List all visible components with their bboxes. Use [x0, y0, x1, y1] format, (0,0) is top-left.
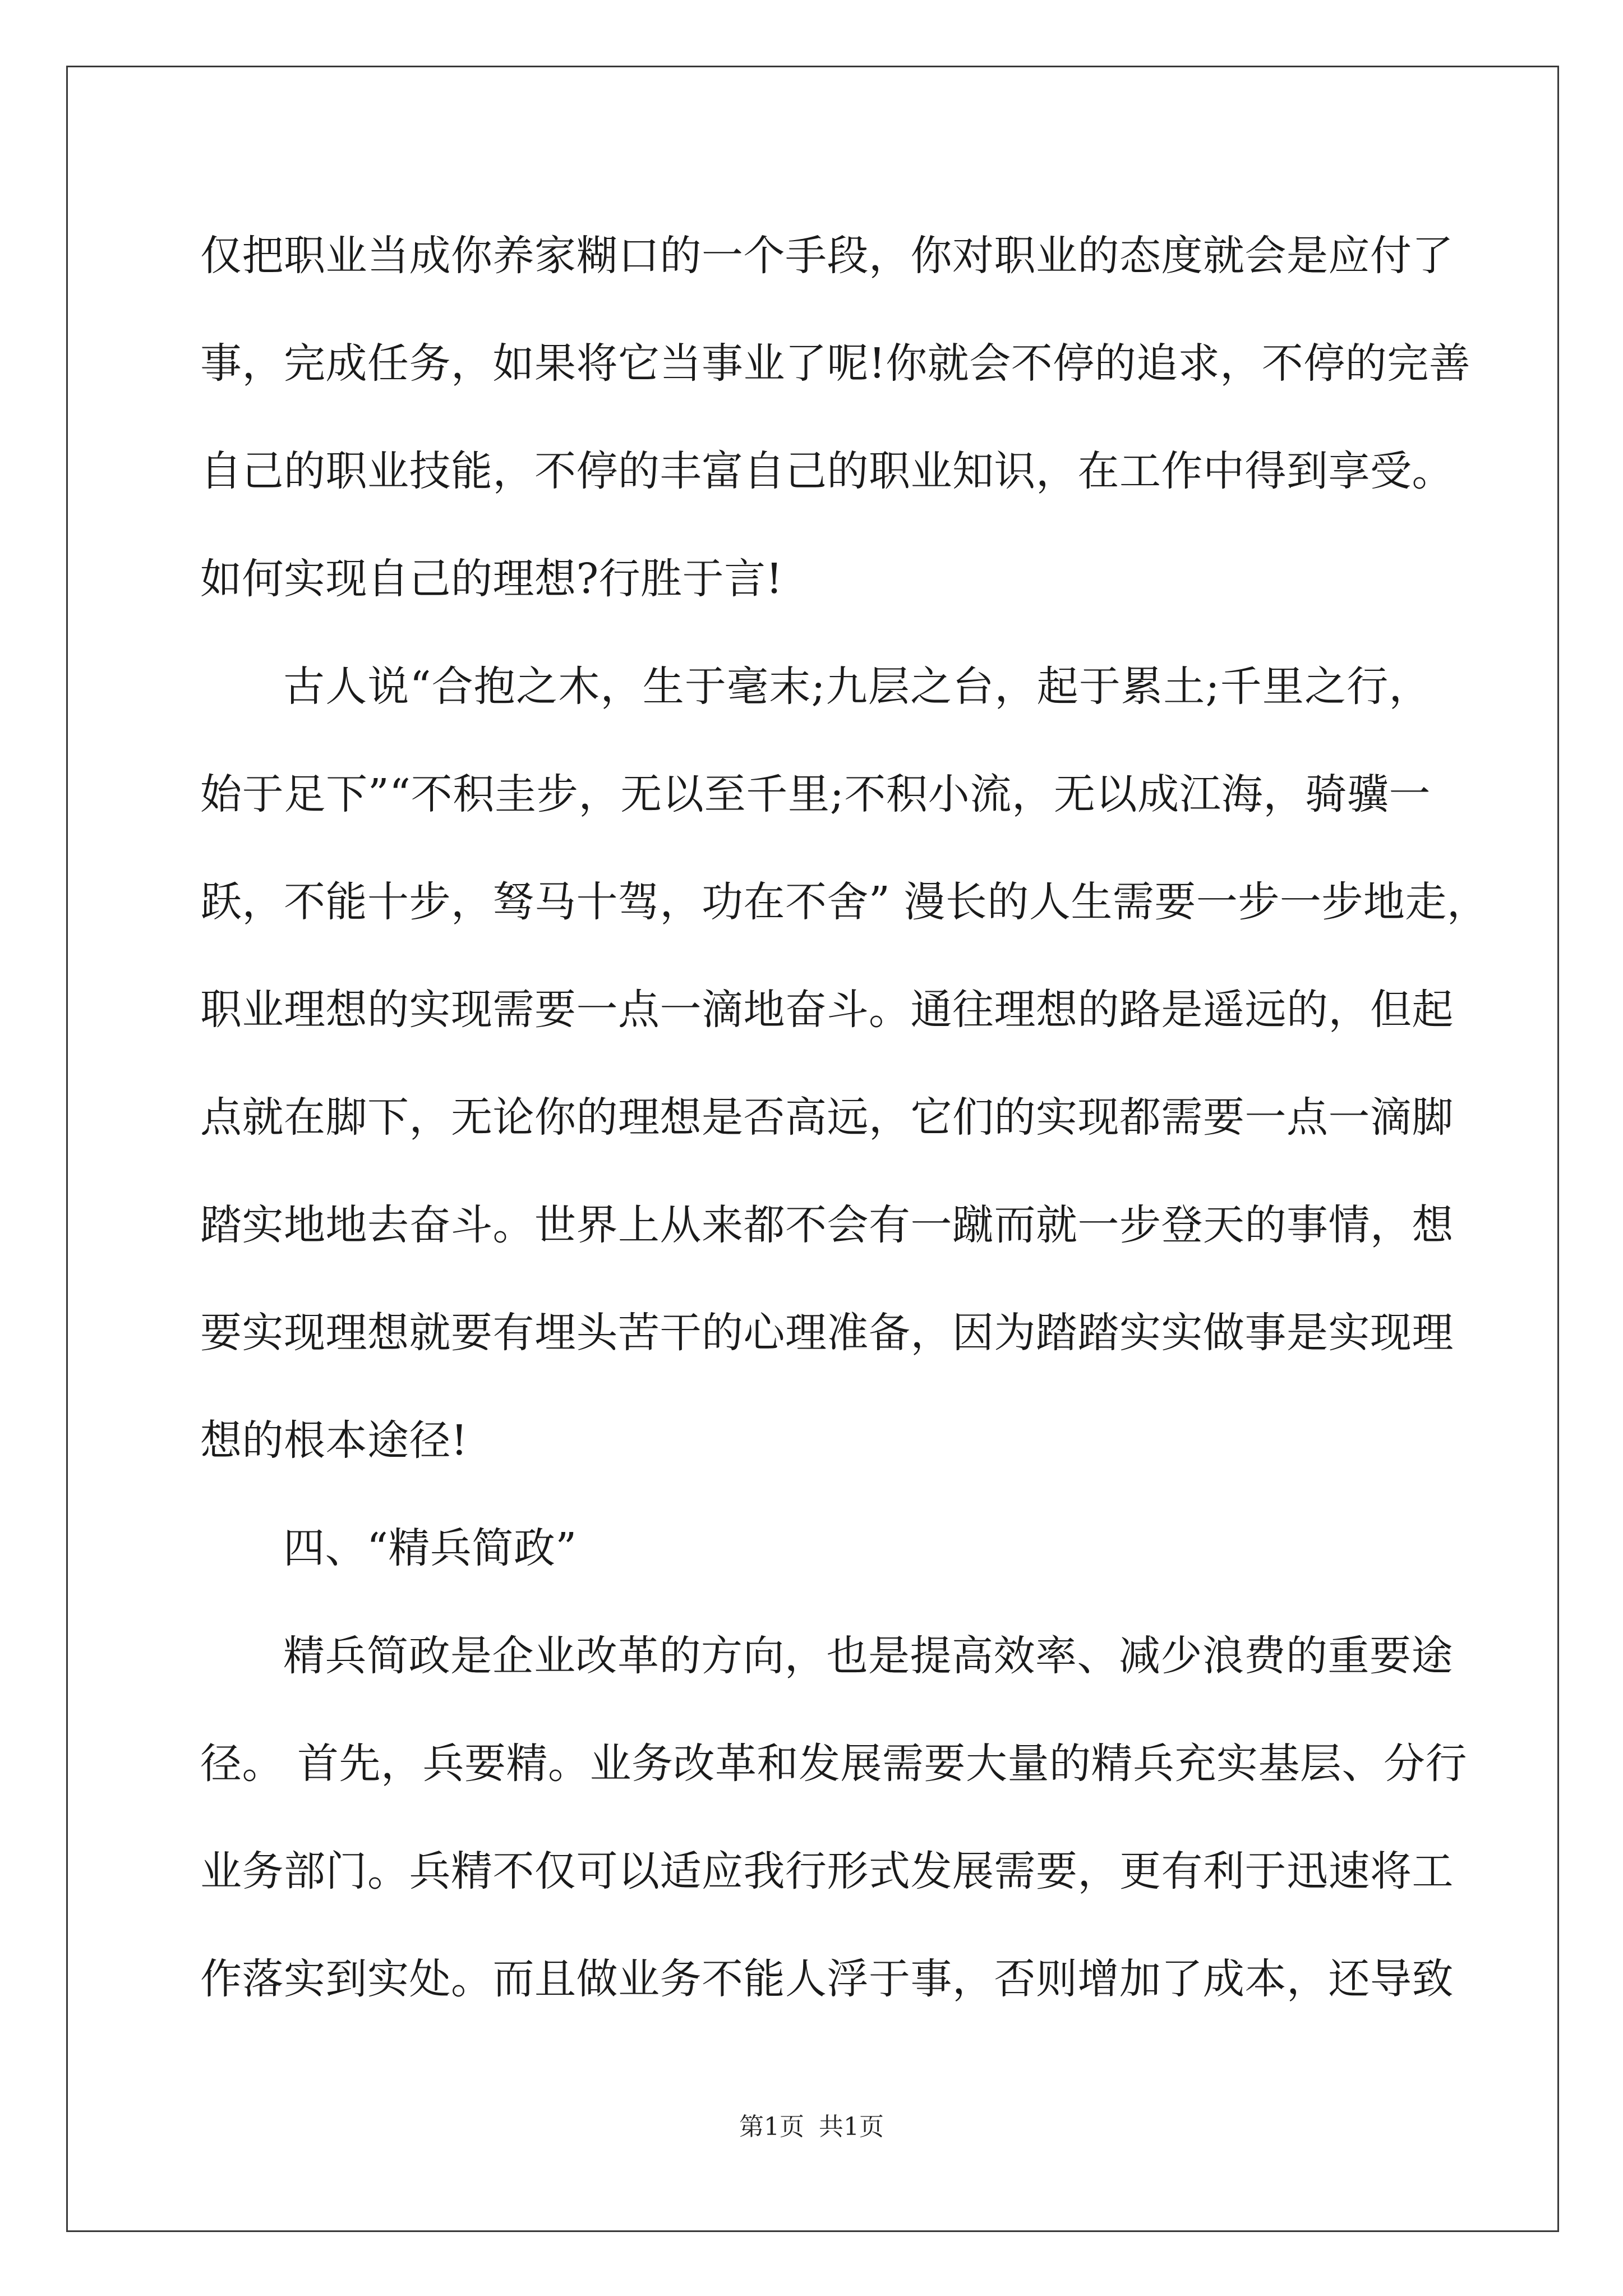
text-line: 始于足下”“不积圭步，无以至千里;不积小流，无以成江海，骑骥一 [200, 770, 1431, 818]
text-line: 点就在脚下，无论你的理想是否高远，它们的实现都需要一点一滴脚 [200, 1093, 1454, 1142]
text-line: 作落实到实处。而且做业务不能人浮于事，否则增加了成本，还导致 [200, 1955, 1454, 2003]
text-line: 径。 首先，兵要精。业务改革和发展需要大量的精兵充实基层、分行 [200, 1740, 1468, 1788]
text-line: 业务部门。兵精不仅可以适应我行形式发展需要，更有利于迅速将工 [200, 1847, 1454, 1895]
text-line: 跃，不能十步，驽马十驾，功在不舍” 漫长的人生需要一步一步地走， [200, 878, 1489, 926]
text-line: 仅把职业当成你养家糊口的一个手段，你对职业的态度就会是应付了 [200, 232, 1454, 280]
text-line: 想的根本途径! [200, 1416, 468, 1465]
document-body [200, 202, 1489, 2033]
section-heading: 四、“精兵简政” [283, 1524, 577, 1572]
page-number: 第1页 [739, 2113, 804, 2141]
page-footer [0, 2106, 1623, 2142]
text-line: 自己的职业技能，不停的丰富自己的职业知识，在工作中得到享受。 [200, 447, 1454, 495]
text-line: 要实现理想就要有埋头苦干的心理准备，因为踏踏实实做事是实现理 [200, 1309, 1454, 1357]
page-total: 共1页 [819, 2113, 884, 2141]
text-line: 事，完成任务，如果将它当事业了呢!你就会不停的追求，不停的完善 [200, 339, 1471, 388]
text-line: 精兵简政是企业改革的方向，也是提高效率、减少浪费的重要途 [283, 1632, 1453, 1680]
text-line: 职业理想的实现需要一点一滴地奋斗。通往理想的路是遥远的，但起 [200, 986, 1454, 1034]
text-line: 踏实地地去奋斗。世界上从来都不会有一蹴而就一步登天的事情，想 [200, 1201, 1454, 1249]
text-line: 古人说“合抱之木，生于毫末;九层之台，起于累土;千里之行， [283, 662, 1431, 711]
text-line: 如何实现自己的理想?行胜于言! [200, 555, 783, 603]
